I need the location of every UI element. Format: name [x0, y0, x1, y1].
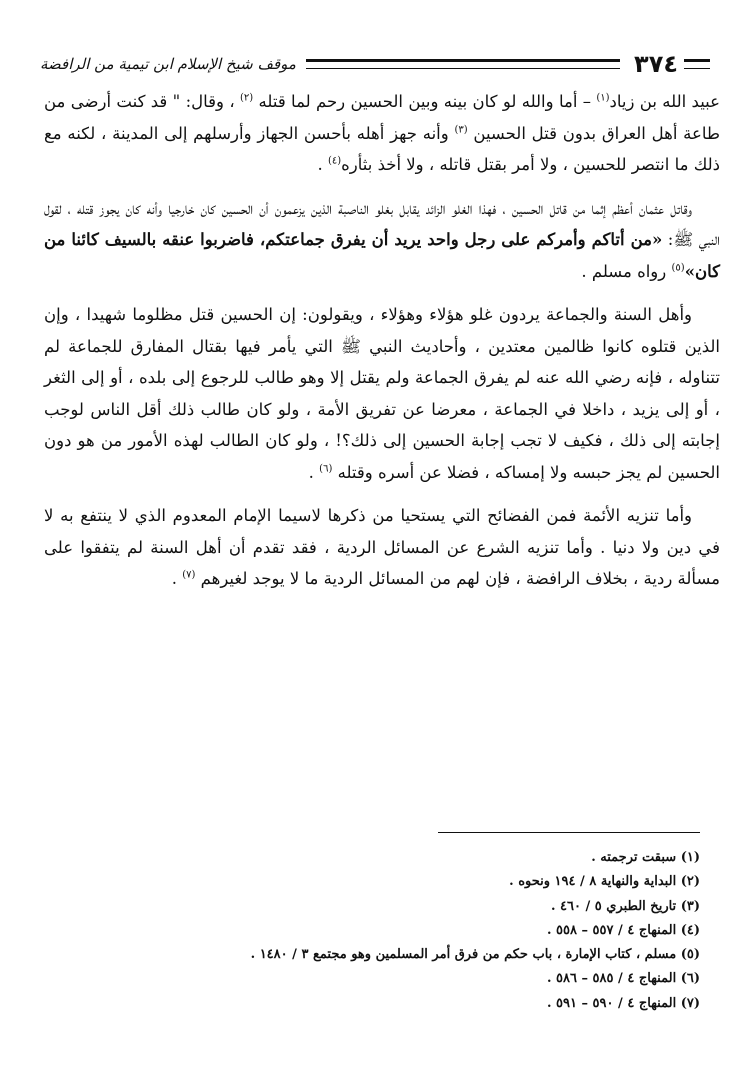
footnote: (٥) مسلم ، كتاب الإمارة ، باب حكم من فرق أمر المسلمين وهو مجتمع ٣ / ١٤٨٠ . [250, 947, 700, 963]
text-run: – أما والله لو كان بينه وبين الحسين رحم لما قتله [253, 92, 597, 111]
running-title: موقف شيخ الإسلام ابن تيمية من الرافضة [40, 55, 296, 73]
footnote-marker: (١) [596, 92, 610, 104]
header-rule-right [684, 59, 710, 69]
text-run: رواه مسلم . [581, 261, 672, 281]
text-run: ، وقال: " قد كنت أرضى من طاعة أهل العراق بدون قتل الحسين [44, 92, 720, 143]
footnote-marker: (٤) [327, 155, 342, 167]
text-run: وأما تنزيه الأئمة فمن الفضائح التي يستحيا من ذكرها لاسيما الإمام المعدوم الذي لا ينتفع به لا في دين ولا دنيا . وأما تنزيه الشرع عن المسائل الردية ، فقد تقدم أن أهل السنة لم يتفقوا على مسألة ردية ، بخلاف الرافضة ، فإن لهم من المسائل الردية ما لا يوجد لغيرهم [44, 506, 720, 588]
footnote-marker: (٧) [182, 569, 196, 581]
footnote-marker: (٢) [240, 92, 254, 104]
paragraph [44, 86, 720, 181]
footnote: (٣) تاريخ الطبري ٥ / ٤٦٠ . [550, 898, 700, 914]
paragraph [44, 299, 720, 488]
paragraph [44, 500, 720, 595]
paragraph [44, 193, 720, 288]
header-rule [306, 59, 620, 69]
footnote: (٢) البداية والنهاية ٨ / ١٩٤ ونحوه . [509, 874, 700, 890]
text-run: . [317, 155, 328, 174]
text-run: وأهل السنة والجماعة يردون غلو هؤلاء وهؤلاء ، ويقولون: إن الحسين قتل مظلوما شهيدا ، وإن الذين قتلوه كانوا ظالمين معتدين ، وأحاديث النبي ﷺ التي يأمر فيها بقتال المفارق للجماعة لم تتناوله ، فإنه رضي الله عنه لم يفرق الجماعة ولم يقتل إلا وهو طالب للرجوع إلى بلده ، أو إلى الثغر ، أو إلى يزيد ، داخلا في الجماعة ، معرضا عن تفريق الأمة ، ولو كان طالب ذلك أقل الناس لوجب إجابته إلى ذلك ، فكيف لا تجب إجابة الحسين إلى ذلك؟! ، ولو كان الطالب لهذه الأمور من هو دون الحسين لم يجز حبسه ولا إمساكه ، فضلا عن أسره وقتله [44, 305, 720, 482]
footnote-marker: (٦) [319, 463, 333, 474]
hadith-quote: «من أتاكم وأمركم على رجل واحد يريد أن يفرق جماعتكم، فاضربوا عنقه بالسيف كائنا من كان» [44, 230, 720, 281]
page-header [40, 46, 716, 82]
footnote-divider [438, 832, 700, 833]
text-run: . [171, 569, 183, 588]
footnote-marker: (٣) [454, 124, 468, 135]
footnote: (٧) المنهاج ٤ / ٥٩٠ – ٥٩١ . [546, 995, 700, 1011]
body-text [44, 86, 720, 607]
footnote: (٤) المنهاج ٤ / ٥٥٧ – ٥٥٨ . [546, 922, 700, 938]
footnote: (٦) المنهاج ٤ / ٥٨٥ – ٥٨٦ . [546, 971, 700, 987]
text-run: . [308, 462, 320, 482]
text-run: وأنه جهز أهله بأحسن الجهاز وأرسلهم إلى المدينة ، لكنه مع ذلك ما انتصر للحسين ، ولا أمر بقتل قاتله ، ولا أخذ بثأره [44, 123, 720, 174]
footnote: (١) سبقت ترجمته . [591, 850, 700, 865]
text-run: وقاتل عثمان أعظم إثما من قاتل الحسين ، فهذا الغلو الزائد يقابل بغلو الناصبة الذين يزعمون أن الحسين كان خارجيا وأنه كان يجوز قتله ، لقول النبي ﷺ: [44, 198, 720, 249]
page-number: ٣٧٤ [634, 50, 678, 78]
text-run: عبيد الله بن زياد [609, 92, 720, 111]
footnotes [40, 846, 700, 1016]
footnote-marker: (٥) [671, 262, 685, 273]
